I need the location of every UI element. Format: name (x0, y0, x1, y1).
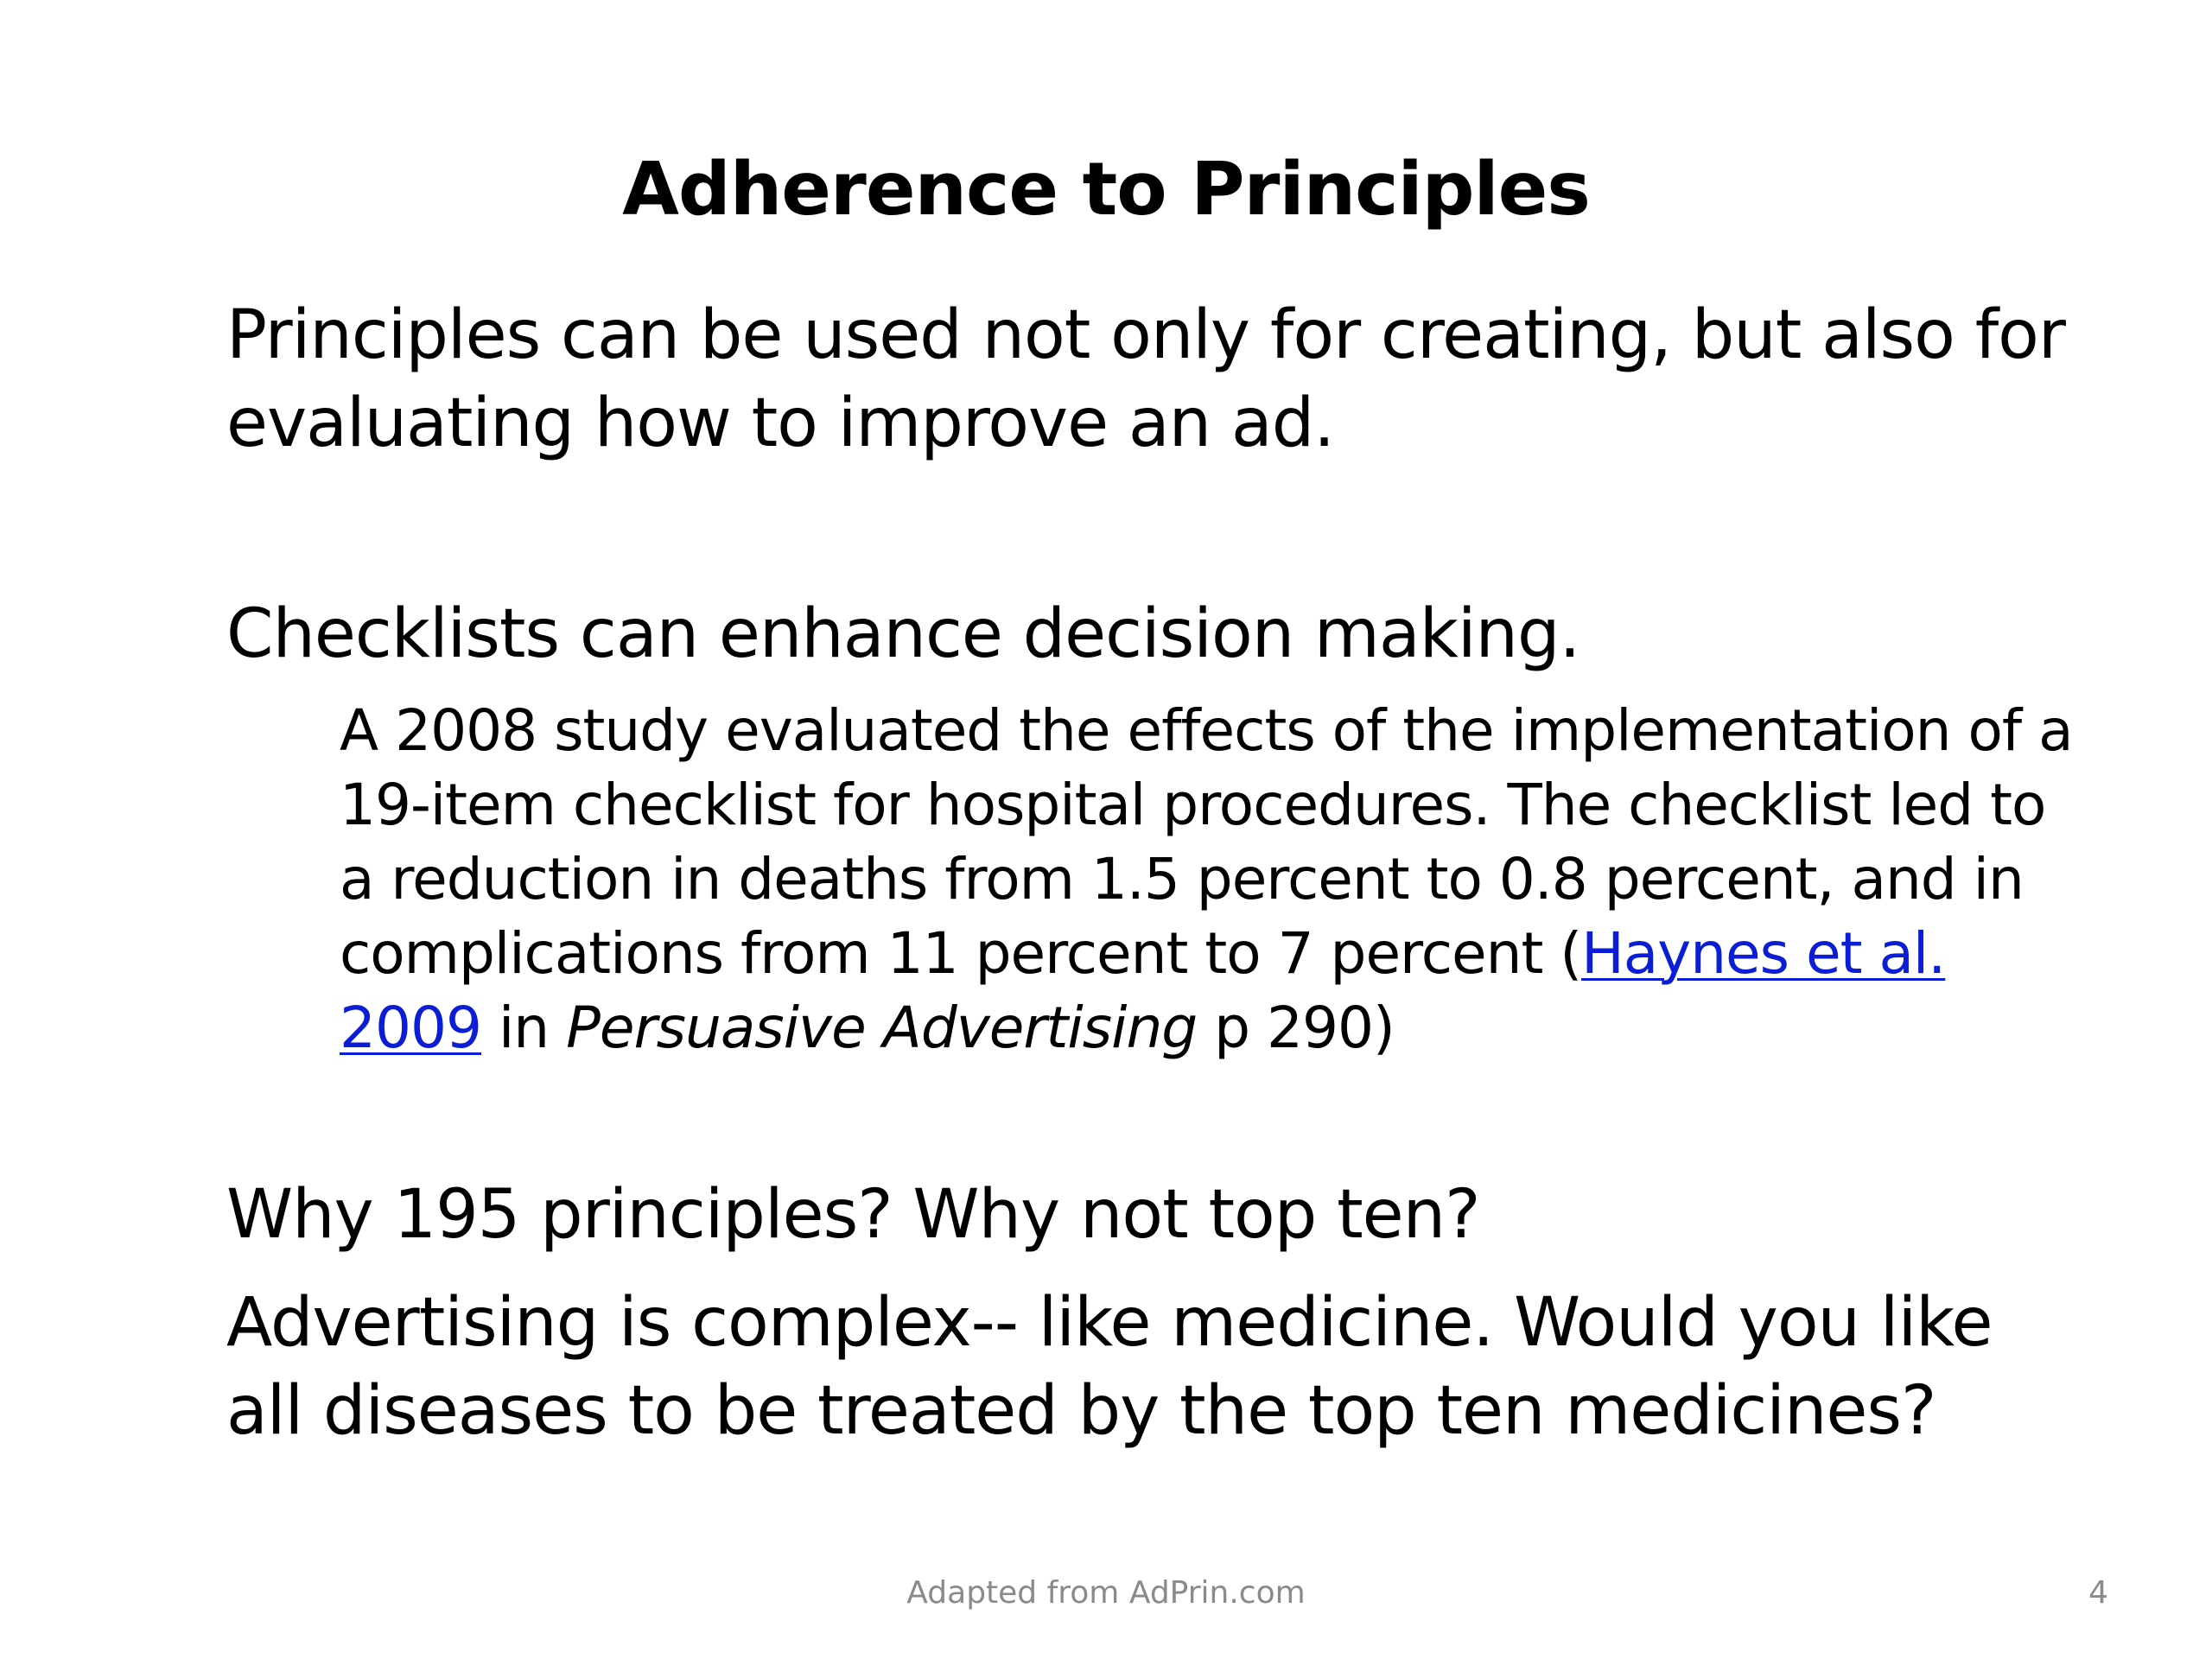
paragraph-why-195: Why 195 principles? Why not top ten? (226, 1176, 1480, 1254)
paragraph-checklists: Checklists can enhance decision making. (226, 595, 1580, 673)
paragraph-advertising-complex: Advertising is complex-- like medicine. Would you like all diseases to be treated by the top ten medicines? (226, 1284, 1993, 1450)
study-text-page: p 290) (1197, 995, 1395, 1061)
book-title: Persuasive Advertising (566, 995, 1198, 1061)
study-paragraph (340, 694, 2085, 1065)
page-number: 4 (2088, 1575, 2108, 1611)
study-text-in: in (480, 995, 567, 1061)
study-text: A 2008 study evaluated the effects of the implementation of a 19-item checklist for hospital procedures. The checklist led to a reduction in deaths from 1.5 percent to 0.8 percent, and in complications from 11 percent to 7 percent ( (340, 697, 2073, 987)
paragraph-principles-usage: Principles can be used not only for creating, but also for evaluating how to improve an ad. (226, 296, 2065, 462)
haynes-citation-link[interactable]: Haynes et al. 2009 (340, 920, 1946, 1061)
slide-footer: Adapted from AdPrin.com (906, 1575, 1306, 1611)
slide-title: Adherence to Principles (622, 147, 1590, 232)
